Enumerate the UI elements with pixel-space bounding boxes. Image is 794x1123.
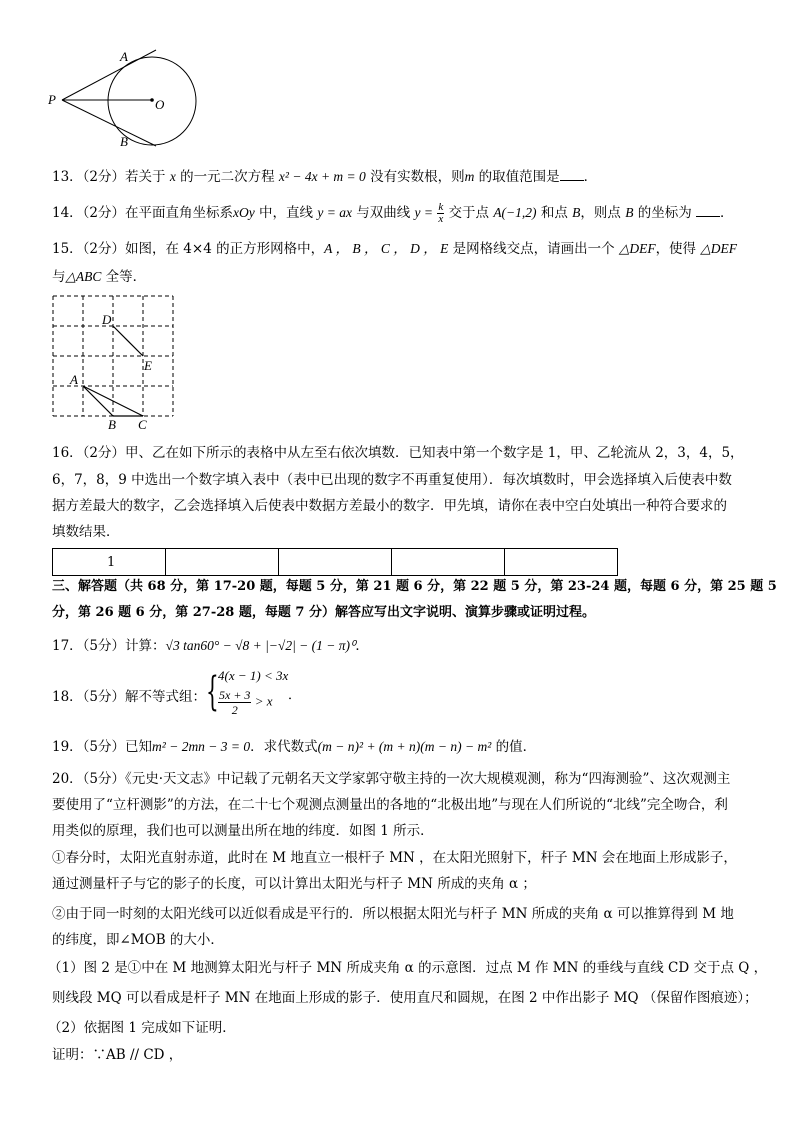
q14-frac-den: x <box>438 213 444 225</box>
q13-var-x: x <box>169 169 176 184</box>
question-20-line1: 20．（5分）《元史·天文志》中记载了元朝名天文学家郭守敬主持的一次大规模观测，称为“四海测验”、这次观测主 <box>52 771 731 787</box>
grid-lines <box>53 296 173 416</box>
label-p: P <box>48 92 56 107</box>
q14-xoy: xOy <box>233 205 255 220</box>
question-20-line9: 则线段 MQ 可以看成是杆子 MN 在地面上形成的影子．使用直尺和圆规，在图 2 中作出影子 MQ （保留作图痕迹）； <box>52 990 758 1006</box>
label-b: B <box>120 134 128 149</box>
q13-number: 13．（2分）若关于 <box>52 169 166 185</box>
table-cell[interactable] <box>505 549 618 576</box>
q15-text3: ，使得 <box>655 241 701 257</box>
section-3-heading-line1: 三、解答题（共 68 分，第 17-20 题，每题 5 分，第 21 题 6 分，第 22 题 5 分，第 23-24 题，每题 6 分，第 25 题 5 <box>52 579 777 594</box>
question-20-line6: ②由于同一时刻的太阳光线可以近似看成是平行的．所以根据太阳光与杆子 MN 所成的夹角 α 可以推算得到 M 地 <box>52 906 734 922</box>
q14-text4: 和点 <box>536 205 573 221</box>
q17-expression: √3 tan60° − √8 + |−√2| − (1 − π)⁰ <box>165 638 356 653</box>
q18-brace: { <box>206 669 219 715</box>
label-b2: B <box>108 417 116 430</box>
q14-point-a: A(−1,2) <box>493 205 537 220</box>
q17-number: 17．（5分）计算： <box>52 638 166 654</box>
table-cell: 1 <box>53 549 166 576</box>
question-15-line2 <box>52 268 146 286</box>
tangent-circle-figure <box>40 40 210 155</box>
fill-number-table <box>52 548 618 576</box>
q19-condition: m² − 2mn − 3 = 0 <box>152 739 251 754</box>
label-a2: A <box>70 372 78 387</box>
question-16-line1: 16．（2分）甲、乙在如下所示的表格中从左至右依次填数．已知表中第一个数字是 1，甲、乙轮流从 2，3，4，5， <box>52 445 744 461</box>
q15-triangle-def: △DEF <box>618 241 656 256</box>
q18-inequality-1: 4(x − 1) < 3x <box>218 668 289 683</box>
segment-de <box>113 326 143 356</box>
q14-hyperbola-y: y = <box>414 205 434 220</box>
question-16-line2: 6，7，8，9 中选出一个数字填入表中（表中已出现的数字不再重复使用）．每次填数时，甲会选择填入后使表中数 <box>52 472 732 488</box>
q15-points: A ， B ， C ， D ， E <box>324 241 449 256</box>
grid-figure <box>45 290 185 430</box>
q15-triangle-abc: △ABC <box>65 269 102 284</box>
question-16-line3: 据方差最大的数字，乙会选择填入后使表中数据方差最小的数字．甲先填，请你在表中空白处填出一种符合要求的 <box>52 498 727 514</box>
table-cell[interactable] <box>279 549 392 576</box>
q14-answer-blank[interactable] <box>696 204 720 217</box>
q14-number: 14．（2分）在平面直角坐标系 <box>52 205 234 221</box>
q15-text2: 是网格线交点，请画出一个 <box>448 241 619 257</box>
tangent-line-pb <box>62 100 156 146</box>
question-20-line3: 用类似的原理，我们也可以测量出所在地的纬度．如图 1 所示． <box>52 823 434 839</box>
label-d: D <box>102 312 112 327</box>
q17-period: ． <box>355 638 369 654</box>
q18-inequality-2 <box>218 688 272 717</box>
q14-period: ． <box>720 205 734 221</box>
label-c: C <box>138 417 147 430</box>
question-19 <box>52 738 536 756</box>
q14-text3: 交于点 <box>444 205 494 221</box>
q18-frac-den: 2 <box>231 703 238 717</box>
question-20-line11: 证明：∵AB // CD ， <box>52 1047 183 1063</box>
q13-text3: 的取值范围是 <box>474 169 560 185</box>
q19-text: ．求代数式 <box>250 739 318 755</box>
q14-point-b2: B <box>625 205 634 220</box>
q14-text5: ，则点 <box>580 205 626 221</box>
q19-expression: (m − n)² + (m + n)(m − n) − m² <box>317 739 492 754</box>
q18-number: 18．（5分）解不等式组： <box>52 689 207 705</box>
q14-text2: 与双曲线 <box>351 205 415 221</box>
section-3-heading-line2: 分，第 26 题 6 分，第 27-28 题，每题 7 分）解答应写出文字说明、演算步骤或证明过程。 <box>52 605 595 620</box>
label-o: O <box>155 97 165 112</box>
q13-var-m: m <box>464 169 475 184</box>
q14-text: 中，直线 <box>254 205 318 221</box>
table-cell[interactable] <box>392 549 505 576</box>
q13-equation: x² − 4x + m = 0 <box>278 169 366 184</box>
question-18 <box>52 688 206 706</box>
center-point <box>150 98 154 102</box>
q15-text5: 全等． <box>101 269 147 285</box>
question-16-line4: 填数结果． <box>52 524 120 540</box>
q14-line-eq: y = ax <box>317 205 352 220</box>
table-cell[interactable] <box>166 549 279 576</box>
question-15-line1 <box>52 240 737 258</box>
q14-point-b: B <box>572 205 581 220</box>
q13-answer-blank[interactable] <box>560 168 584 181</box>
q18-system <box>206 666 316 726</box>
question-20-line5: 通过测量杆子与它的影子的长度，可以计算出太阳光与杆子 MN 所成的夹角 α ； <box>52 876 536 892</box>
question-13 <box>52 168 597 186</box>
q15-text: 15．（2分）如图，在 4×4 的正方形网格中， <box>52 241 325 257</box>
q19-text2: 的值． <box>491 739 537 755</box>
q18-ineq2-tail: > x <box>254 693 273 709</box>
q13-text2: 没有实数根，则 <box>365 169 465 185</box>
q15-text4: 与 <box>52 269 66 285</box>
q15-triangle-def2: △DEF <box>700 241 737 256</box>
question-20-line8: （1）图 2 是①中在 M 地测算太阳光与杆子 MN 所成夹角 α 的示意图．过点 M 作 MN 的垂线与直线 CD 交于点 Q ， <box>48 960 768 976</box>
question-17 <box>52 637 369 655</box>
question-20-line4: ①春分时，太阳光直射赤道，此时在 M 地直立一根杆子 MN ，在太阳光照射下，杆子 MN 会在地面上形成影子， <box>52 850 737 866</box>
q18-frac-num: 5x + 3 <box>219 688 251 702</box>
segment-ab <box>83 386 113 416</box>
q14-frac-num: k <box>438 201 444 213</box>
label-e: E <box>144 358 152 373</box>
label-a: A <box>120 49 128 64</box>
q18-fraction <box>218 688 251 717</box>
question-14 <box>52 202 734 225</box>
question-20-line7: 的纬度，即∠MOB 的大小． <box>52 932 224 948</box>
question-20-line2: 要使用了“立杆测影”的方法，在二十七个观测点测量出的各地的“北极出地”与现在人们所说的“北线”完全吻合，利 <box>52 797 728 813</box>
question-20-line10: （2）依据图 1 完成如下证明． <box>48 1020 236 1036</box>
q13-text: 的一元二次方程 <box>175 169 279 185</box>
q14-text6: 的坐标为 <box>633 205 692 221</box>
q19-number: 19．（5分）已知 <box>52 739 153 755</box>
q18-period: ． <box>288 688 302 703</box>
q13-period: ． <box>583 169 598 185</box>
